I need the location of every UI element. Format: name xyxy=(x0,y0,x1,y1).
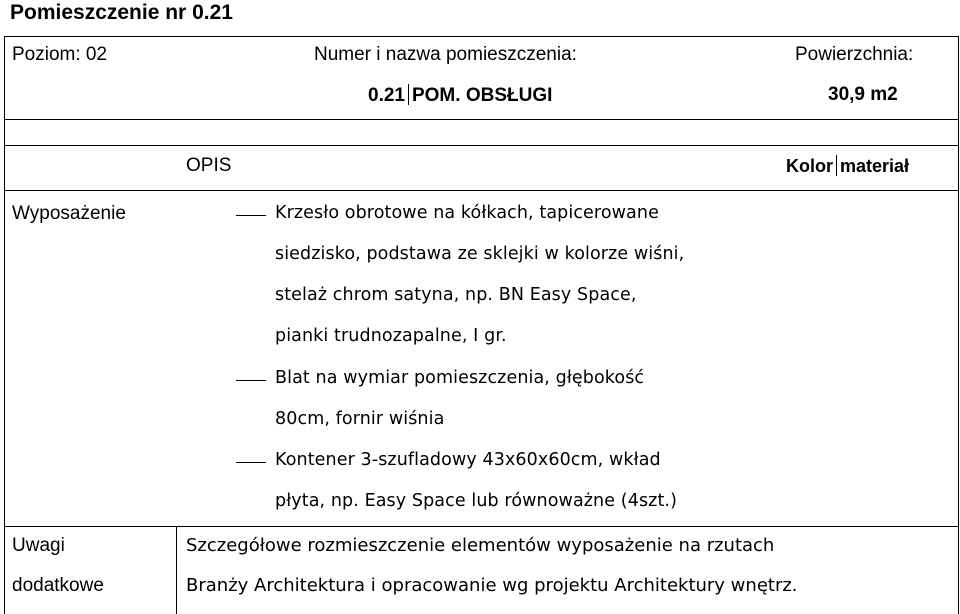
level-label: Poziom: 02 xyxy=(12,44,108,65)
notes-text-line2: Branży Architektura i opracowanie wg projektu Architektury wnętrz. xyxy=(186,575,798,596)
list-item-line: siedzisko, podstawa ze sklejki w kolorze wiśni, xyxy=(275,244,685,264)
room-label: Numer i nazwa pomieszczenia: xyxy=(314,44,577,65)
area-value: 30,9 m2 xyxy=(828,84,898,105)
list-item-line: 80cm, fornir wiśnia xyxy=(275,409,445,429)
separator-bar xyxy=(408,84,409,105)
room-number: 0.21 xyxy=(368,85,405,106)
list-item-line: Blat na wymiar pomieszczenia, głębokość xyxy=(275,368,645,388)
page-title: Pomieszczenie nr 0.21 xyxy=(10,1,233,24)
list-item-line: stelaż chrom satyna, np. BN Easy Space, xyxy=(275,285,637,305)
equipment-label: Wyposażenie xyxy=(12,203,126,224)
notes-label-line2: dodatkowe xyxy=(12,575,104,596)
kolor-label: Kolor xyxy=(786,156,833,176)
notes-text-line1: Szczegółowe rozmieszczenie elementów wyposażenie na rzutach xyxy=(186,535,775,556)
separator-bar xyxy=(836,155,837,176)
list-item-line: Krzesło obrotowe na kółkach, tapicerowane xyxy=(275,203,659,223)
list-dash xyxy=(236,215,266,216)
area-label: Powierzchnia: xyxy=(795,44,914,65)
kolor-material-label xyxy=(786,155,909,177)
opis-label: OPIS xyxy=(186,155,232,176)
room-name: POM. OBSŁUGI xyxy=(411,85,553,106)
list-item-line: płyta, np. Easy Space lub równoważne (4szt.) xyxy=(275,491,677,511)
list-item-line: Kontener 3-szufladowy 43x60x60cm, wkład xyxy=(275,450,661,470)
material-label: materiał xyxy=(840,156,910,176)
list-dash xyxy=(236,462,266,463)
list-item-line: pianki trudnozapalne, I gr. xyxy=(275,326,507,346)
room-number-name xyxy=(368,84,552,107)
list-dash xyxy=(236,380,266,381)
notes-label-line1: Uwagi xyxy=(12,535,65,556)
